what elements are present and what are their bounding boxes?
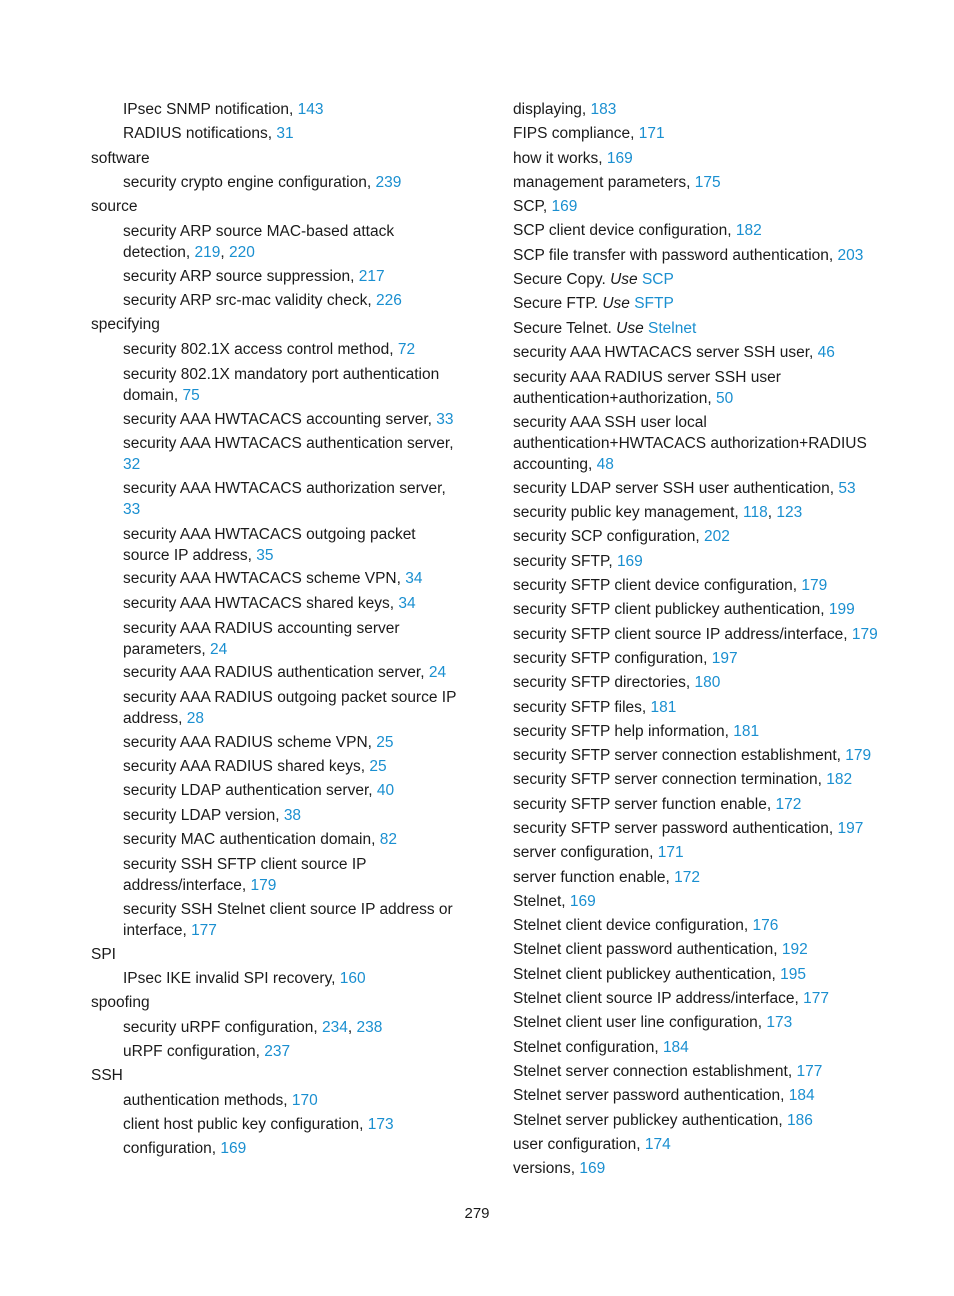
index-term: security AAA HWTACACS accounting server, xyxy=(123,410,437,428)
see-reference-label: Use xyxy=(616,319,648,337)
page-link[interactable]: 169 xyxy=(220,1140,247,1158)
index-entry xyxy=(513,987,878,1011)
index-entry xyxy=(513,317,878,341)
index-term: security ARP src-mac validity check, xyxy=(123,292,376,310)
page-link[interactable]: 197 xyxy=(711,649,738,667)
page-link[interactable]: 160 xyxy=(339,970,366,988)
page-link[interactable]: 186 xyxy=(787,1111,813,1129)
index-entry xyxy=(91,432,461,477)
page-link[interactable]: 226 xyxy=(375,292,402,310)
page-link[interactable]: 50 xyxy=(715,389,734,407)
index-entry xyxy=(91,265,461,289)
page-link[interactable]: 199 xyxy=(828,601,855,619)
cross-reference-link[interactable]: SFTP xyxy=(634,295,674,313)
page-link[interactable]: 75 xyxy=(182,386,200,404)
index-entry xyxy=(513,195,878,219)
page-link[interactable]: 169 xyxy=(569,892,596,910)
page-link[interactable]: 31 xyxy=(276,125,294,143)
index-entry xyxy=(513,1011,878,1035)
page-link[interactable]: 239 xyxy=(375,173,402,191)
index-entry xyxy=(91,147,461,171)
index-entry xyxy=(513,720,878,744)
page-link[interactable]: 181 xyxy=(733,722,760,740)
page-link[interactable]: 24 xyxy=(428,664,447,682)
index-entry xyxy=(91,616,461,661)
page-link[interactable]: 34 xyxy=(405,570,423,588)
index-entry xyxy=(513,768,878,792)
page-link[interactable]: 177 xyxy=(803,990,829,1008)
index-entry xyxy=(91,943,461,967)
page-link[interactable]: 184 xyxy=(788,1087,815,1105)
index-entry xyxy=(91,338,461,362)
page-link[interactable]: 82 xyxy=(379,831,397,848)
index-entry xyxy=(91,289,461,313)
index-entry xyxy=(513,647,878,671)
index-entry xyxy=(513,598,878,622)
page-link[interactable]: 118 xyxy=(743,504,768,522)
page-link[interactable]: 169 xyxy=(551,198,578,216)
index-term: Stelnet client device configuration, xyxy=(513,917,753,935)
page-link[interactable]: 35 xyxy=(256,546,274,564)
index-entry xyxy=(91,828,461,852)
index-term: security AAA RADIUS accounting server parameters, xyxy=(123,619,400,658)
index-term: security SFTP configuration, xyxy=(513,649,712,667)
index-term: server function enable, xyxy=(513,868,675,886)
index-term: security AAA SSH user local authentication+HWTACACS authorization+RADIUS accounting, xyxy=(513,414,867,474)
index-term: Stelnet server connection establishment, xyxy=(513,1062,797,1080)
index-term: security SFTP server connection establishment, xyxy=(513,747,846,765)
index-entry xyxy=(91,852,461,897)
page-link[interactable]: 173 xyxy=(766,1014,793,1032)
index-entry xyxy=(91,686,461,731)
index-term: how it works, xyxy=(513,149,607,167)
page-link[interactable]: 172 xyxy=(674,868,700,886)
page-link[interactable]: 169 xyxy=(606,149,633,167)
index-term: SCP file transfer with password authentication, xyxy=(513,246,838,264)
index-term: security SFTP client source IP address/interface, xyxy=(513,625,852,643)
index-entry xyxy=(513,696,878,720)
index-term: security public key management, xyxy=(513,504,744,522)
page-link[interactable]: 25 xyxy=(376,733,394,751)
page-link[interactable]: 40 xyxy=(376,782,395,800)
page-link[interactable]: 238 xyxy=(356,1018,383,1036)
index-entry xyxy=(91,122,461,146)
page-link[interactable]: 203 xyxy=(837,246,864,264)
index-entry xyxy=(513,574,878,598)
index-term: security SFTP, xyxy=(513,552,617,570)
index-term: SCP client device configuration, xyxy=(513,222,736,240)
index-term: security SFTP client publickey authentication, xyxy=(513,601,829,619)
index-term: FIPS compliance, xyxy=(513,125,639,143)
index-entry xyxy=(91,195,461,219)
index-entry xyxy=(91,661,461,685)
index-entry xyxy=(91,1064,461,1088)
page-link[interactable]: 174 xyxy=(644,1135,671,1153)
index-entry xyxy=(91,477,461,522)
page-link[interactable]: 123 xyxy=(776,504,803,522)
index-term: authentication methods, xyxy=(123,1091,292,1109)
index-term: security AAA RADIUS shared keys, xyxy=(123,758,370,776)
index-entry xyxy=(513,147,878,171)
page-link[interactable]: 173 xyxy=(367,1115,394,1133)
index-term: security AAA HWTACACS shared keys, xyxy=(123,594,399,612)
page-link[interactable]: 33 xyxy=(123,501,141,519)
index-term: Stelnet, xyxy=(513,892,570,910)
page-link[interactable]: 33 xyxy=(436,410,454,428)
index-term: Secure Telnet. xyxy=(513,319,617,337)
index-term: security ARP source suppression, xyxy=(123,267,359,285)
index-term: Stelnet client password authentication, xyxy=(513,941,782,959)
index-entry xyxy=(91,731,461,755)
index-term: security AAA RADIUS scheme VPN, xyxy=(123,733,377,751)
page-link[interactable]: 237 xyxy=(264,1043,291,1061)
index-term: management parameters, xyxy=(513,173,695,191)
page-link[interactable]: 48 xyxy=(596,456,614,474)
index-term: security LDAP version, xyxy=(123,806,284,824)
index-entry xyxy=(91,991,461,1015)
cross-reference-link[interactable]: Stelnet xyxy=(648,319,697,337)
index-term: server configuration, xyxy=(513,844,658,862)
page-link[interactable]: 179 xyxy=(845,747,872,765)
index-entry xyxy=(513,963,878,987)
index-term: security LDAP server SSH user authentication, xyxy=(513,479,839,497)
index-entry xyxy=(513,550,878,574)
index-term: user configuration, xyxy=(513,1135,645,1153)
index-term: Stelnet client publickey authentication, xyxy=(513,965,781,983)
index-term: SPI xyxy=(91,945,116,963)
page-link[interactable]: 53 xyxy=(838,479,856,497)
index-entry xyxy=(513,292,878,316)
index-entry xyxy=(513,171,878,195)
index-entry xyxy=(91,171,461,195)
page-link[interactable]: 172 xyxy=(775,795,802,813)
index-term: security SFTP server password authentication, xyxy=(513,819,838,837)
index-entry xyxy=(513,914,878,938)
page-link[interactable]: 169 xyxy=(579,1160,606,1178)
index-term: security crypto engine configuration, xyxy=(123,173,376,191)
index-entry xyxy=(513,1036,878,1060)
page-link[interactable]: 24 xyxy=(210,640,228,658)
index-entry xyxy=(513,817,878,841)
page-link[interactable]: 192 xyxy=(781,941,808,959)
page-link[interactable]: 202 xyxy=(703,528,730,546)
page-link[interactable]: 179 xyxy=(250,876,277,894)
index-term: security SFTP help information, xyxy=(513,722,734,740)
page-link[interactable]: 180 xyxy=(694,674,721,692)
page-link[interactable]: 38 xyxy=(283,806,302,824)
page-link[interactable]: 219 xyxy=(194,244,221,262)
index-entry xyxy=(91,1040,461,1064)
page-link[interactable]: 195 xyxy=(780,965,806,983)
index-term: IPsec SNMP notification, xyxy=(123,101,298,118)
index-term: security SFTP files, xyxy=(513,698,651,716)
index-term: specifying xyxy=(91,316,160,334)
page-link[interactable]: 184 xyxy=(662,1038,689,1056)
index-term: client host public key configuration, xyxy=(123,1115,368,1133)
index-term: Stelnet server publickey authentication, xyxy=(513,1111,787,1129)
index-entry xyxy=(513,866,878,890)
index-entry xyxy=(91,804,461,828)
index-entry xyxy=(91,898,461,943)
page-link[interactable]: 197 xyxy=(837,819,864,837)
index-term: Stelnet server password authentication, xyxy=(513,1087,789,1105)
index-entry xyxy=(91,967,461,991)
index-term: software xyxy=(91,149,150,167)
index-entry xyxy=(513,268,878,292)
index-column-right xyxy=(513,98,878,1181)
see-reference-label: Use xyxy=(602,295,635,313)
index-entry xyxy=(513,501,878,525)
index-term: spoofing xyxy=(91,994,150,1012)
index-term: Secure Copy. xyxy=(513,271,611,289)
index-term: security SCP configuration, xyxy=(513,528,704,546)
index-entry xyxy=(513,938,878,962)
index-term: security LDAP authentication server, xyxy=(123,782,377,800)
page-number: 279 xyxy=(464,1205,490,1222)
index-entry xyxy=(513,1060,878,1084)
index-term: uRPF configuration, xyxy=(123,1043,265,1061)
index-term: security AAA RADIUS outgoing packet source IP address, xyxy=(123,689,457,728)
index-term: security MAC authentication domain, xyxy=(123,831,380,848)
page-link[interactable]: 25 xyxy=(369,758,387,776)
index-term: security 802.1X access control method, xyxy=(123,340,398,358)
index-entry xyxy=(513,525,878,549)
page-link[interactable]: 28 xyxy=(186,710,205,728)
index-entry xyxy=(91,219,461,264)
page-link[interactable]: 171 xyxy=(638,125,665,143)
index-entry xyxy=(513,841,878,865)
index-entry xyxy=(513,1133,878,1157)
page-link[interactable]: 220 xyxy=(229,244,255,262)
index-term: RADIUS notifications, xyxy=(123,125,277,143)
index-term: Secure FTP. xyxy=(513,295,603,313)
index-entry xyxy=(91,313,461,337)
page-link[interactable]: 46 xyxy=(817,343,835,361)
index-term: security AAA HWTACACS scheme VPN, xyxy=(123,570,406,588)
index-entry xyxy=(513,219,878,243)
page-link[interactable]: 217 xyxy=(358,267,385,285)
page-link[interactable]: 34 xyxy=(398,594,416,612)
page-link[interactable]: 177 xyxy=(191,922,217,940)
index-entry xyxy=(91,407,461,431)
index-term: configuration, xyxy=(123,1140,221,1158)
index-term: security 802.1X mandatory port authentication domain, xyxy=(123,365,440,404)
page-link[interactable]: 182 xyxy=(826,771,853,789)
page-link[interactable]: 183 xyxy=(590,101,617,118)
index-entry xyxy=(91,1137,461,1161)
index-term: security AAA HWTACACS outgoing packet source IP address, xyxy=(123,525,416,564)
page-link[interactable]: 176 xyxy=(752,917,779,935)
page-link[interactable]: 182 xyxy=(735,222,762,240)
page-link[interactable]: 32 xyxy=(123,456,141,474)
index-entry xyxy=(513,744,878,768)
page-link[interactable]: 179 xyxy=(801,577,828,595)
index-entry xyxy=(513,1109,878,1133)
index-entry xyxy=(513,122,878,146)
index-term: Stelnet configuration, xyxy=(513,1038,663,1056)
page-link[interactable]: 175 xyxy=(694,173,721,191)
index-entry xyxy=(513,477,878,501)
index-term: security AAA RADIUS authentication server, xyxy=(123,664,429,682)
index-entry xyxy=(91,522,461,567)
index-term: security AAA RADIUS server SSH user authentication+authorization, xyxy=(513,368,781,407)
page-link[interactable]: 234 xyxy=(322,1018,348,1036)
cross-reference-link[interactable]: SCP xyxy=(641,271,674,289)
index-column-left xyxy=(91,98,461,1162)
index-term: SCP, xyxy=(513,198,552,216)
index-entry xyxy=(91,1089,461,1113)
index-entry xyxy=(513,98,878,122)
index-entry xyxy=(513,365,878,410)
index-entry xyxy=(91,98,461,122)
index-entry xyxy=(513,793,878,817)
index-term: security SFTP server function enable, xyxy=(513,795,776,813)
index-term: SSH xyxy=(91,1067,123,1085)
index-entry xyxy=(91,1113,461,1137)
index-entry xyxy=(91,362,461,407)
index-term: security SSH Stelnet client source IP address or interface, xyxy=(123,901,453,940)
index-term: security SFTP client device configuration, xyxy=(513,577,802,595)
index-entry xyxy=(513,1084,878,1108)
page-link[interactable]: 171 xyxy=(657,844,684,862)
index-entry xyxy=(91,592,461,616)
index-entry xyxy=(91,779,461,803)
separator: , xyxy=(347,1018,357,1036)
index-entry xyxy=(513,623,878,647)
page-link[interactable]: 177 xyxy=(796,1062,823,1080)
index-entry xyxy=(513,244,878,268)
separator: , xyxy=(767,504,777,522)
index-entry xyxy=(513,1157,878,1181)
index-term: security AAA HWTACACS authentication server, xyxy=(123,435,454,453)
index-term: displaying, xyxy=(513,101,591,118)
index-entry xyxy=(513,890,878,914)
index-entry xyxy=(513,671,878,695)
index-term: source xyxy=(91,198,138,216)
index-term: security SFTP server connection termination, xyxy=(513,771,827,789)
index-term: security uRPF configuration, xyxy=(123,1018,323,1036)
page-link[interactable]: 143 xyxy=(297,101,324,118)
index-term: IPsec IKE invalid SPI recovery, xyxy=(123,970,340,988)
page-link[interactable]: 170 xyxy=(291,1091,318,1109)
index-term: security AAA HWTACACS server SSH user, xyxy=(513,343,818,361)
index-term: security ARP source MAC-based attack detection, xyxy=(123,223,395,262)
page-link[interactable]: 181 xyxy=(650,698,677,716)
index-term: security SFTP directories, xyxy=(513,674,695,692)
separator: , xyxy=(220,244,230,262)
index-term: versions, xyxy=(513,1160,580,1178)
index-term: Stelnet client user line configuration, xyxy=(513,1014,767,1032)
page-link[interactable]: 72 xyxy=(397,340,416,358)
page-link[interactable]: 179 xyxy=(851,625,878,643)
index-entry xyxy=(91,1016,461,1040)
index-entry xyxy=(513,411,878,477)
index-entry xyxy=(91,567,461,591)
index-term: security AAA HWTACACS authorization server, xyxy=(123,480,446,498)
page-link[interactable]: 169 xyxy=(616,552,643,570)
index-entry xyxy=(91,755,461,779)
index-term: security SSH SFTP client source IP address/interface, xyxy=(123,855,367,894)
index-term: Stelnet client source IP address/interface, xyxy=(513,990,804,1008)
see-reference-label: Use xyxy=(610,271,642,289)
index-entry xyxy=(513,341,878,365)
